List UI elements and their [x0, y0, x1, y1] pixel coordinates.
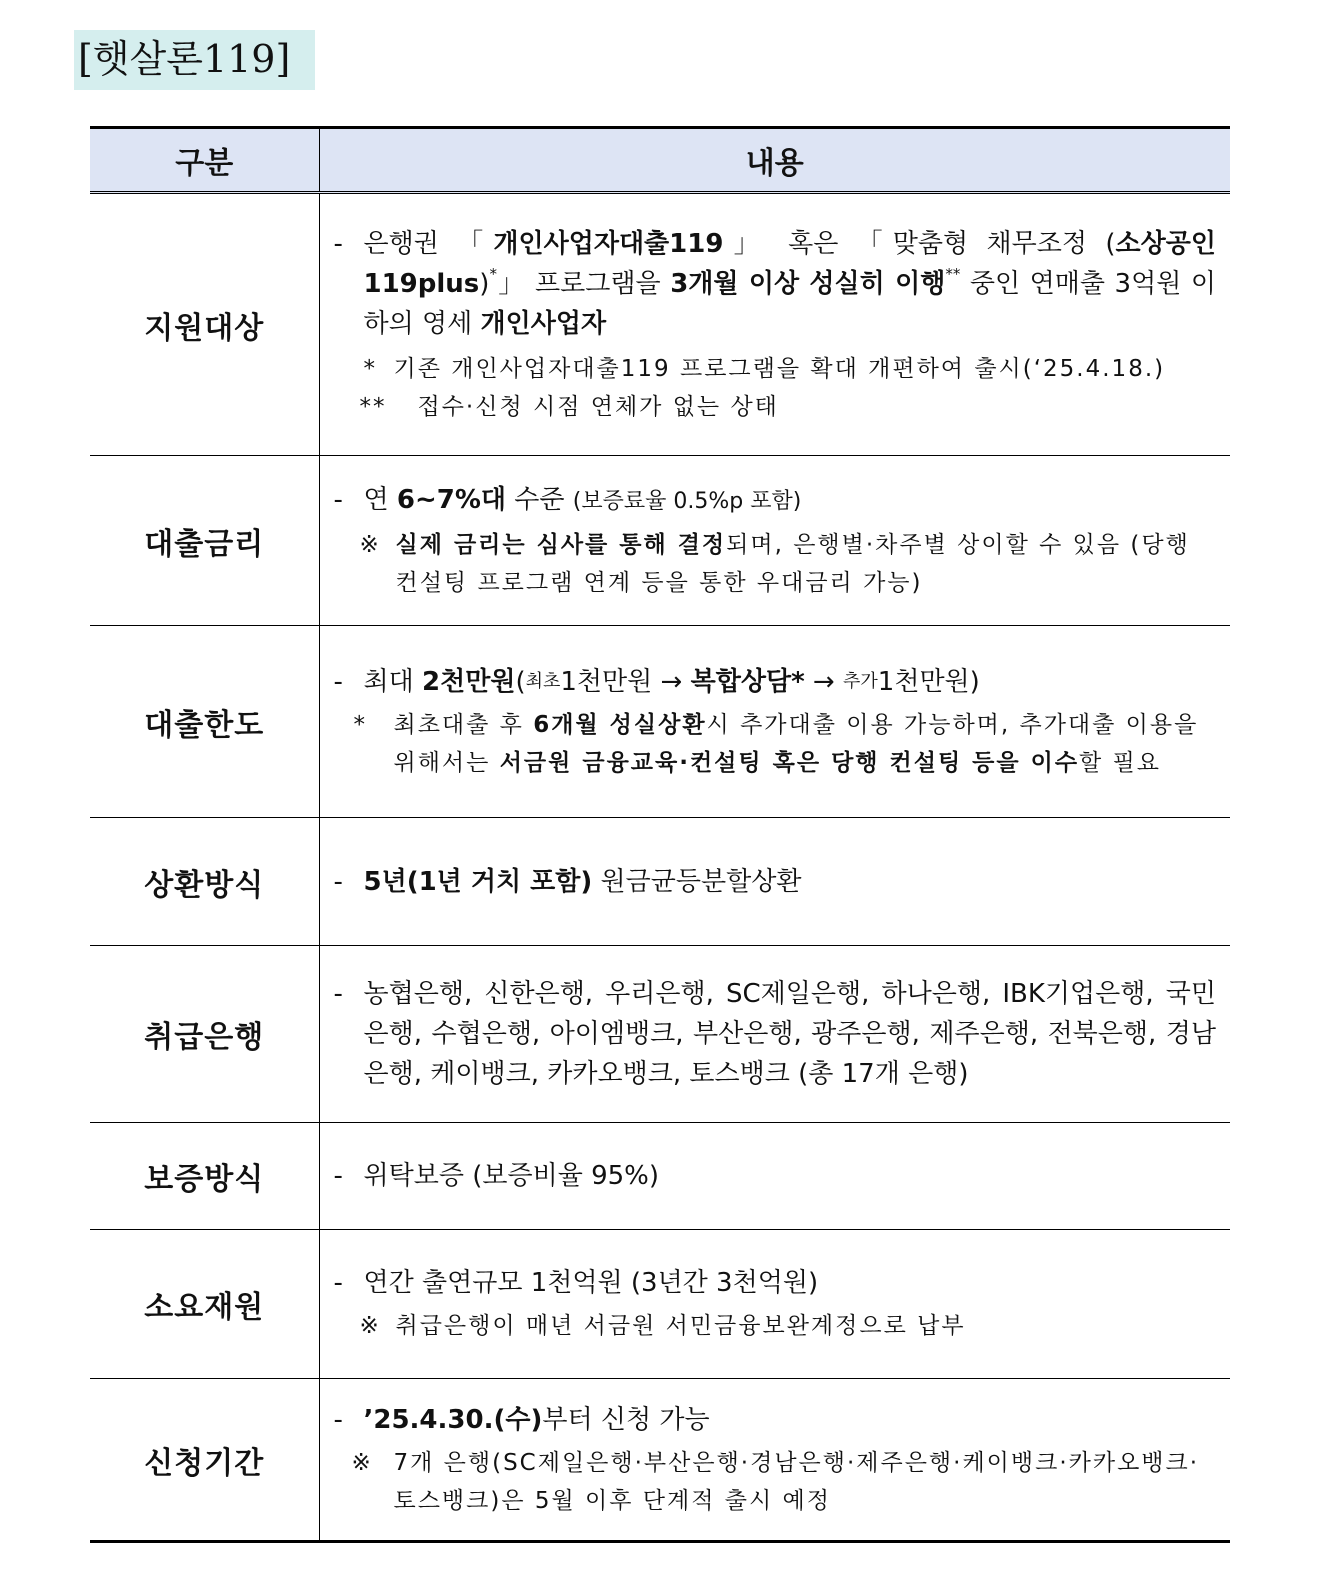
row-content-limit: [319, 626, 1230, 818]
header-content: 내용: [319, 128, 1230, 193]
table-row: [90, 456, 1230, 626]
table-row: [90, 1379, 1230, 1542]
eligibility-note-1: * 기존 개인사업자대출119 프로그램을 확대 개편하여 출시(‘25.4.18.): [363, 355, 1166, 382]
row-content-eligibility: [319, 193, 1230, 456]
row-label-rate: 대출금리: [90, 456, 319, 626]
table-row: [90, 818, 1230, 946]
row-label-eligibility: 지원대상: [90, 193, 319, 456]
funding-main: - 연간 출연규모 1천억원 (3년간 3천억원): [333, 1268, 819, 1298]
row-label-guarantee: 보증방식: [90, 1123, 319, 1230]
period-main: - ’25.4.30.(수)부터 신청 가능: [333, 1404, 710, 1435]
limit-note: * 최초대출 후 6개월 성실상환시 추가대출 이용 가능하며, 추가대출 이용을 위해서는 서금원 금융교육·컨설팅 혹은 당행 컨설팅 등을 이수할 필요: [353, 711, 1199, 776]
table-row: [90, 193, 1230, 456]
row-content-period: [319, 1379, 1230, 1542]
limit-main: - 최대 2천만원($^{최초}$1천만원 → 복합상담* → $^{추가}$1천만원): [333, 666, 980, 697]
rate-note: ※ 실제 금리는 심사를 통해 결정되며, 은행별·차주별 상이할 수 있음 (당행 컨설팅 프로그램 연계 등을 통한 우대금리 가능): [359, 531, 1190, 596]
row-content-repayment: [319, 818, 1230, 946]
table-row: [90, 946, 1230, 1123]
row-content-funding: [319, 1230, 1230, 1379]
row-label-banks: 취급은행: [90, 946, 319, 1123]
eligibility-note-2: ** 접수·신청 시점 연체가 없는 상태: [359, 393, 779, 420]
funding-note: ※ 취급은행이 매년 서금원 서민금융보완계정으로 납부: [359, 1313, 966, 1339]
table-row: [90, 1123, 1230, 1230]
table-row: [90, 1230, 1230, 1379]
info-table: [90, 126, 1230, 1543]
banks-main: - 농협은행, 신한은행, 우리은행, SC제일은행, 하나은행, IBK기업은행, 국민은행, 수협은행, 아이엠뱅크, 부산은행, 광주은행, 제주은행, 전북은행, 경남은행, 케이뱅크, 카카오뱅크, 토스뱅크 (총 17개 은행): [333, 979, 1216, 1089]
repayment-main: - 5년(1년 거치 포함) 원금균등분할상환: [333, 866, 802, 897]
row-content-rate: [319, 456, 1230, 626]
table-row: [90, 626, 1230, 818]
guarantee-main: - 위탁보증 (보증비율 95%): [333, 1161, 660, 1191]
row-label-period: 신청기간: [90, 1379, 319, 1542]
eligibility-main: - 은행권 「개인사업자대출119」 혹은 「맞춤형 채무조정 (소상공인 119plus)*」 프로그램을 3개월 이상 성실히 이행** 중인 연매출 3억원 이하의 영세 개인사업자: [333, 228, 1216, 339]
row-content-banks: [319, 946, 1230, 1123]
table-header-row: [90, 128, 1230, 193]
row-label-limit: 대출한도: [90, 626, 319, 818]
header-category: 구분: [90, 128, 319, 193]
page-title: [햇살론119]: [78, 37, 291, 81]
row-label-repayment: 상환방식: [90, 818, 319, 946]
row-label-funding: 소요재원: [90, 1230, 319, 1379]
row-content-guarantee: [319, 1123, 1230, 1230]
rate-main: - 연 6~7%대 수준 (보증료율 0.5%p 포함): [333, 484, 802, 515]
period-note: ※ 7개 은행(SC제일은행·부산은행·경남은행·제주은행·케이뱅크·카카오뱅크·토스뱅크)은 5월 이후 단계적 출시 예정: [351, 1449, 1200, 1514]
